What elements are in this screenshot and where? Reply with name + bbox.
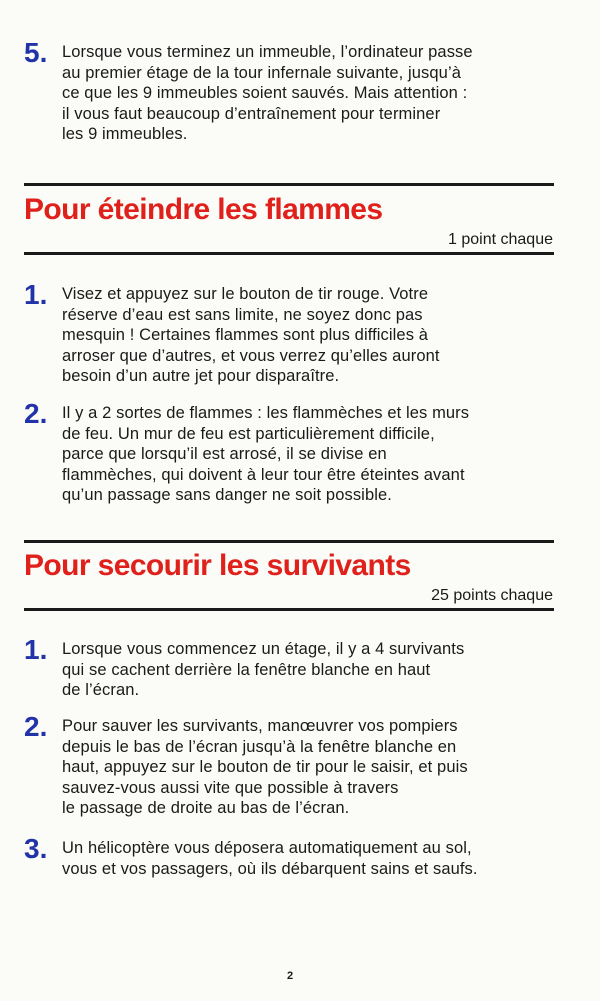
section-title-flames: Pour éteindre les flammes bbox=[24, 193, 383, 226]
step-text: Pour sauver les survivants, manœuvrer vos pompiers depuis le bas de l’écran jusqu’à la fenêtre blanche en haut, appuyez sur le bouton de tir pour le saisir, et puis sauvez-vous aussi vite que possible à travers le passage de droite au bas de l’écran. bbox=[62, 717, 468, 817]
points-survivors: 25 points chaque bbox=[431, 587, 553, 604]
step-text: Il y a 2 sortes de flammes : les flammèches et les murs de feu. Un mur de feu est particulièrement difficile, parce que lorsqu’il est arrosé, il se divise en flammèches, qui doivent à leur tour être éteintes avant qu’un passage sans danger ne soit possible. bbox=[62, 404, 470, 504]
step-text: Lorsque vous terminez un immeuble, l’ordinateur passe au premier étage de la tour infernale suivante, jusqu’à ce que les 9 immeubles soient sauvés. Mais attention : il vous faut beaucoup d’entraînement pour terminer les 9 immeubles. bbox=[62, 43, 473, 143]
flames-step-2 bbox=[24, 398, 564, 506]
step-text: Un hélicoptère vous déposera automatiquement au sol, vous et vos passagers, où ils débarquent sains et saufs. bbox=[62, 839, 478, 878]
intro-step bbox=[24, 37, 564, 145]
section-divider-bottom bbox=[24, 252, 554, 255]
flames-step-1 bbox=[24, 279, 564, 387]
step-number: 2. bbox=[24, 711, 48, 742]
survivors-step-3 bbox=[24, 833, 564, 879]
section-divider-top bbox=[24, 183, 554, 186]
section-title-survivors: Pour secourir les survivants bbox=[24, 549, 411, 582]
step-number: 2. bbox=[24, 398, 48, 429]
section-divider-bottom bbox=[24, 608, 554, 611]
step-text: Lorsque vous commencez un étage, il y a 4 survivants qui se cachent derrière la fenêtre blanche en haut de l’écran. bbox=[62, 640, 465, 699]
survivors-step-1 bbox=[24, 634, 564, 701]
page-number: 2 bbox=[286, 970, 294, 982]
step-number: 3. bbox=[24, 833, 48, 864]
step-number: 5. bbox=[24, 37, 48, 68]
step-number: 1. bbox=[24, 634, 48, 665]
step-text: Visez et appuyez sur le bouton de tir rouge. Votre réserve d’eau est sans limite, ne soyez donc pas mesquin ! Certaines flammes sont plus difficiles à arroser que d’autres, et vous verrez qu’elles auront besoin d’un autre jet pour disparaître. bbox=[62, 285, 440, 385]
step-number: 1. bbox=[24, 279, 48, 310]
survivors-step-2 bbox=[24, 711, 564, 819]
points-flames: 1 point chaque bbox=[448, 231, 553, 248]
section-divider-top bbox=[24, 540, 554, 543]
